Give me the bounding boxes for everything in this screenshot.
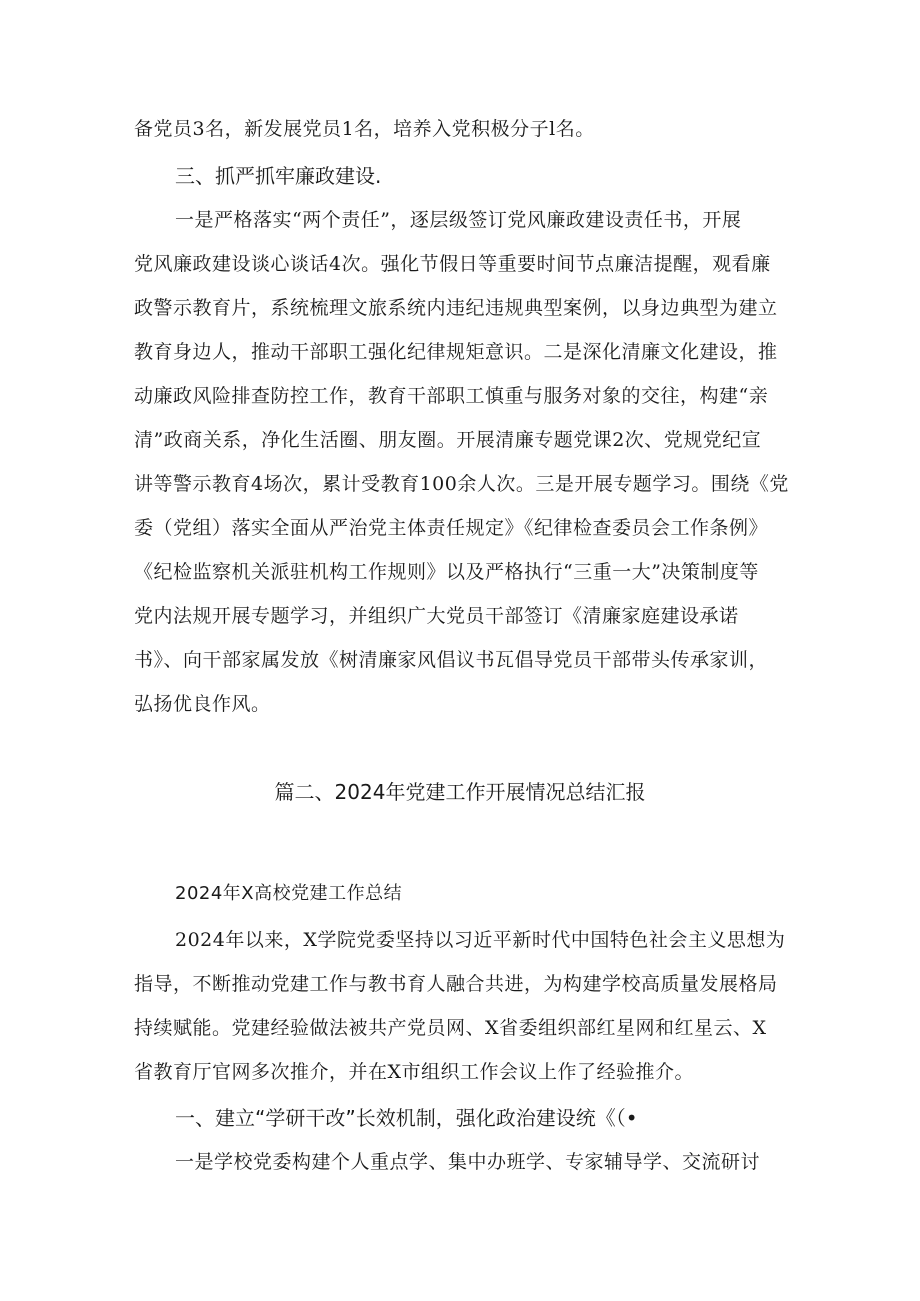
paragraph-line: 一是学校党委构建个人重点学、集中办班学、专家辅导学、交流研讨	[175, 1151, 761, 1173]
paragraph-line: 弘扬优良作风。	[134, 693, 271, 715]
paragraph-line: 党风廉政建设谈心谈话4次。强化节假日等重要时间节点廉洁提醒，观看廉	[134, 253, 771, 275]
paragraph-line: 书》、向干部家属发放《树清廉家风倡议书瓦倡导党员干部带头传承家训，	[134, 649, 769, 671]
paragraph-line: 《纪检监察机关派驻机构工作规则》以及严格执行“三重一大”决策制度等	[134, 561, 759, 583]
paragraph-line: 持续赋能。党建经验做法被共产党员网、X省委组织部红星网和红星云、X	[134, 1017, 767, 1039]
paragraph-line: 一是严格落实“两个责任”，逐层级签订党风廉政建设责任书，开展	[175, 209, 742, 231]
section-heading: 一、建立“学研干改”长效机制，强化政治建设统《（•	[175, 1106, 638, 1130]
subtitle: 2024年X高校党建工作总结	[175, 883, 403, 904]
paragraph-line: 政警示教育片，系统梳理文旅系统内违纪违规典型案例，以身边典型为建立	[134, 297, 778, 319]
paragraph-line: 指导，不断推动党建工作与教书育人融合共进，为构建学校高质量发展格局	[134, 973, 778, 995]
paragraph-line: 2024年以来，X学院党委坚持以习近平新时代中国特色社会主义思想为	[175, 929, 786, 951]
paragraph-line: 委（党组）落实全面从严治党主体责任规定》《纪律检查委员会工作条例》	[134, 517, 769, 539]
paragraph-line: 备党员3名，新发展党员1名，培养入党积极分子l名。	[134, 118, 595, 140]
section-heading: 三、抓严抓牢廉政建设.	[175, 164, 382, 188]
paragraph-line: 教育身边人，推动干部职工强化纪律规矩意识。二是深化清廉文化建设，推	[134, 341, 778, 363]
paragraph-line: 清”政商关系，净化生活圈、朋友圈。开展清廉专题党课2次、党规党纪宣	[134, 429, 762, 451]
paragraph-line: 讲等警示教育4场次，累计受教育100余人次。三是开展专题学习。围绕《党	[134, 473, 789, 495]
paragraph-line: 动廉政风险排查防控工作，教育干部职工慎重与服务对象的交往，构建“亲	[134, 385, 769, 407]
chapter-title: 篇二、2024年党建工作开展情况总结汇报	[274, 780, 646, 804]
paragraph-line: 省教育厅官网多次推介，并在X市组织工作会议上作了经验推介。	[134, 1061, 695, 1083]
paragraph-line: 党内法规开展专题学习，并组织广大党员干部签订《清廉家庭建设承诺	[134, 605, 739, 627]
